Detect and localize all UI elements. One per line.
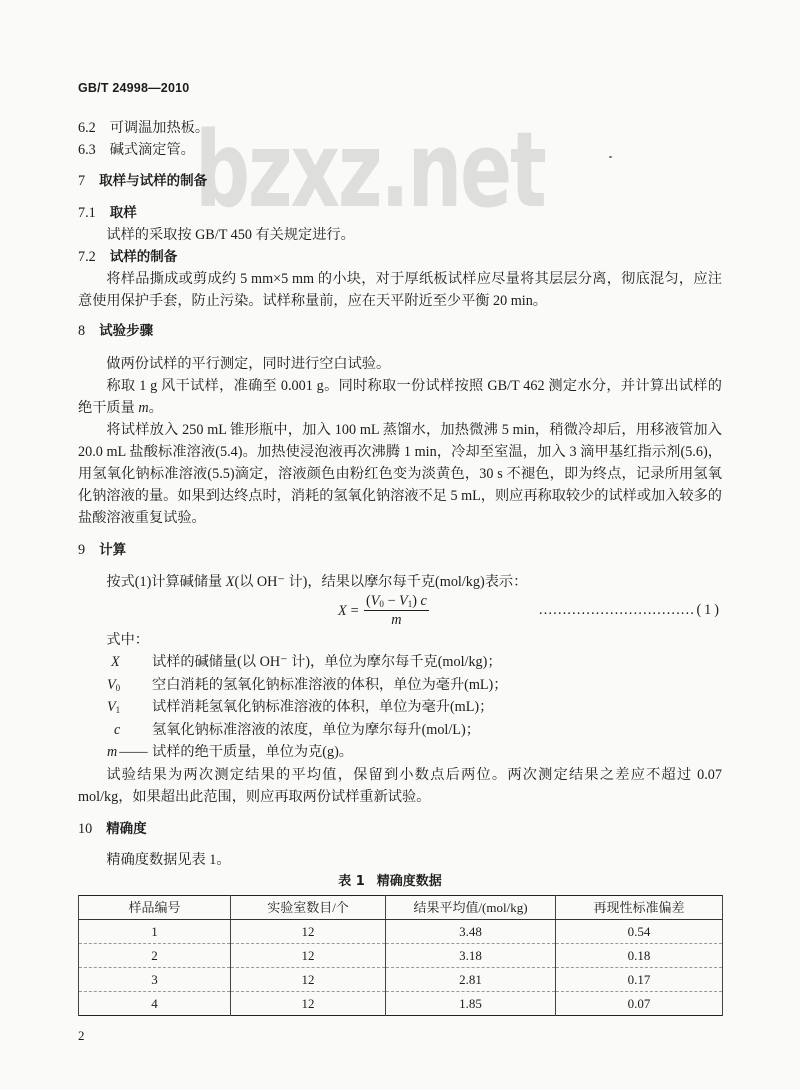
clause-9-result: 试验结果为两次测定结果的平均值，保留到小数点后两位。两次测定结果之差应不超过 0.07 mol/kg，如果超出此范围，则应再取两份试样重新试验。	[78, 766, 722, 805]
symbol-c: c	[420, 593, 427, 609]
clause-title: 计算	[99, 542, 127, 558]
symbol: X	[111, 654, 120, 670]
clause-8-paragraph-3: 将试样放入 250 mL 锥形瓶中，加入 100 mL 蒸馏水，加热微沸 5 min，稍微冷却后，用移液管加入 20.0 mL 盐酸标准溶液(5.4)。加热使浸泡液再次沸腾 1 min，冷却至室温，加入 3 滴甲基红指示剂(5.6)，用氢氧化钠标准溶液(5.5)滴定，溶液颜色由粉红色变为淡黄色，30 s 不褪色，即为终点，记录所用氢氧化钠溶液的量。如果到达终点时，消耗的氢氧化钠溶液不足 5 mL，则应再称取较少的试样或加入较多的盐酸溶液重复试验。	[78, 422, 722, 526]
where-definition: 试样的碱储量(以 OH⁻ 计)，单位为摩尔每千克(mol/kg)；	[152, 654, 502, 670]
clause-7-2-heading	[78, 246, 722, 268]
page-number: 2	[78, 1028, 85, 1043]
cell-sd: 0.07	[556, 992, 723, 1016]
watermark: bzxz.net	[195, 109, 545, 231]
cell-lab-count: 12	[231, 992, 386, 1016]
cell-sample-id: 1	[79, 920, 231, 944]
clause-number: 10	[78, 820, 93, 837]
header-reproducibility-sd: 再现性标准偏差	[556, 896, 723, 920]
paragraph-text: 称取 1 g 风干试样，准确至 0.001 g。同时称取一份试样按照 GB/T 462 测定水分，并计算出试样的绝干质量	[78, 378, 722, 416]
cell-mean: 2.81	[386, 968, 556, 992]
cell-sample-id: 2	[79, 944, 231, 968]
cell-sd: 0.17	[556, 968, 723, 992]
symbol: V	[107, 699, 116, 715]
table-title: 精确度数据	[376, 873, 442, 889]
symbol-subscript: 0	[115, 682, 121, 693]
cell-mean: 3.48	[386, 920, 556, 944]
clause-7-2-text: 将样品撕成或剪成约 5 mm×5 mm 的小块，对于厚纸板试样应尽量将其层层分离，彻底混匀，应注意使用保护手套，防止污染。试样称量前，应在天平附近至少平衡 20 min。	[78, 271, 722, 309]
table-caption	[78, 871, 722, 893]
where-item-v1	[78, 696, 722, 719]
formula-equals: =	[350, 603, 359, 619]
where-definition: 氢氧化钠标准溶液的浓度，单位为摩尔每升(mol/L)；	[152, 721, 480, 738]
symbol: m	[107, 744, 118, 760]
table-row	[79, 944, 723, 968]
clause-title: 取样	[109, 205, 137, 221]
paragraph-text: 。	[148, 400, 163, 416]
cell-sd: 0.18	[556, 944, 723, 968]
paren-open: (	[366, 593, 371, 609]
paragraph-text: (以 OH⁻ 计)，结果以摩尔每千克(mol/kg)表示：	[234, 574, 528, 590]
cell-sample-id: 4	[79, 992, 231, 1016]
dot-leader: ……………………………	[538, 602, 695, 618]
where-symbol	[107, 719, 152, 742]
clause-10-heading	[78, 818, 722, 840]
formula-denominator: m	[391, 612, 402, 628]
dash: ——	[119, 744, 148, 760]
where-definition: 空白消耗的氢氧化钠标准溶液的体积，单位为毫升(mL)；	[152, 676, 508, 693]
clause-7-1-text: 试样的采取按 GB/T 450 有关规定进行。	[106, 227, 355, 243]
where-intro: 式中：	[106, 632, 149, 648]
clause-number: 9	[78, 542, 86, 558]
clause-text: 可调温加热板。	[109, 120, 210, 136]
formula-1	[78, 593, 722, 629]
clause-number: 6.2	[78, 120, 96, 136]
formula-fraction	[364, 593, 429, 629]
cell-lab-count: 12	[231, 920, 386, 944]
header-lab-count: 实验室数目/个	[231, 896, 386, 920]
symbol: V	[107, 676, 116, 693]
formula-lhs	[338, 601, 359, 621]
standard-code-header: GB/T 24998—2010	[78, 81, 190, 95]
clause-8-paragraph-1: 做两份试样的平行测定，同时进行空白试验。	[106, 356, 391, 372]
equation-number	[538, 600, 722, 620]
clause-8-heading	[78, 320, 722, 342]
subscript-1: 1	[407, 599, 413, 609]
minus-sign: −	[383, 593, 400, 609]
where-symbol	[107, 651, 152, 674]
clause-8-paragraph-2	[78, 375, 722, 419]
where-symbol	[107, 674, 152, 697]
clause-number: 7.1	[78, 205, 96, 221]
clause-number: 8	[78, 323, 86, 339]
where-item-v0	[78, 674, 722, 697]
table-row	[79, 920, 723, 944]
clause-number: 6.3	[78, 142, 96, 158]
clause-title: 精确度	[106, 820, 147, 837]
clause-text: 碱式滴定管。	[109, 142, 195, 158]
symbol: c	[114, 721, 121, 738]
where-symbol	[107, 696, 152, 719]
symbol-subscript: 1	[115, 705, 121, 715]
where-symbol	[107, 741, 152, 764]
header-sample-id: 样品编号	[79, 896, 231, 920]
where-definition: 试样的绝干质量，单位为克(g)。	[152, 744, 353, 760]
variable-m: m	[138, 400, 149, 416]
symbol-v0: V	[370, 593, 380, 609]
table-row	[79, 992, 723, 1016]
cell-sample-id: 3	[79, 968, 231, 992]
formula-symbol-x: X	[338, 603, 347, 619]
table-header-row	[79, 896, 723, 920]
clause-title: 试样的制备	[109, 249, 178, 265]
clause-9-heading	[78, 539, 722, 561]
cell-lab-count: 12	[231, 944, 386, 968]
clause-6-2	[78, 117, 722, 139]
where-item-c	[78, 719, 722, 742]
clause-7-1-heading	[78, 202, 722, 224]
precision-table	[78, 895, 723, 1016]
cell-mean: 3.18	[386, 944, 556, 968]
header-mean: 结果平均值/(mol/kg)	[386, 896, 556, 920]
clause-title: 取样与试样的制备	[99, 173, 208, 189]
document-body	[78, 109, 722, 1047]
table-row	[79, 968, 723, 992]
cell-sd: 0.54	[556, 920, 723, 944]
clause-7-heading	[78, 170, 722, 192]
table-number: 表 1	[338, 873, 365, 889]
formula-numerator	[364, 593, 429, 611]
paragraph-text: 按式(1)计算碱储量	[106, 574, 226, 590]
where-item-x	[78, 651, 722, 674]
variable-x: X	[225, 574, 235, 590]
clause-number: 7	[78, 173, 86, 189]
subscript-0: 0	[379, 599, 384, 609]
cell-lab-count: 12	[231, 968, 386, 992]
cell-mean: 1.85	[386, 992, 556, 1016]
where-item-m	[78, 741, 722, 764]
clause-title: 试验步骤	[99, 323, 154, 339]
equation-label: (1)	[696, 602, 722, 618]
clause-number: 7.2	[78, 249, 96, 265]
clause-9-intro	[78, 571, 722, 593]
paren-close: )	[412, 593, 417, 609]
symbol-v1: V	[399, 593, 408, 609]
clause-6-3	[78, 139, 722, 161]
where-definition: 试样消耗氢氧化钠标准溶液的体积，单位为毫升(mL)；	[152, 699, 494, 715]
clause-10-text: 精确度数据见表 1。	[106, 851, 231, 868]
